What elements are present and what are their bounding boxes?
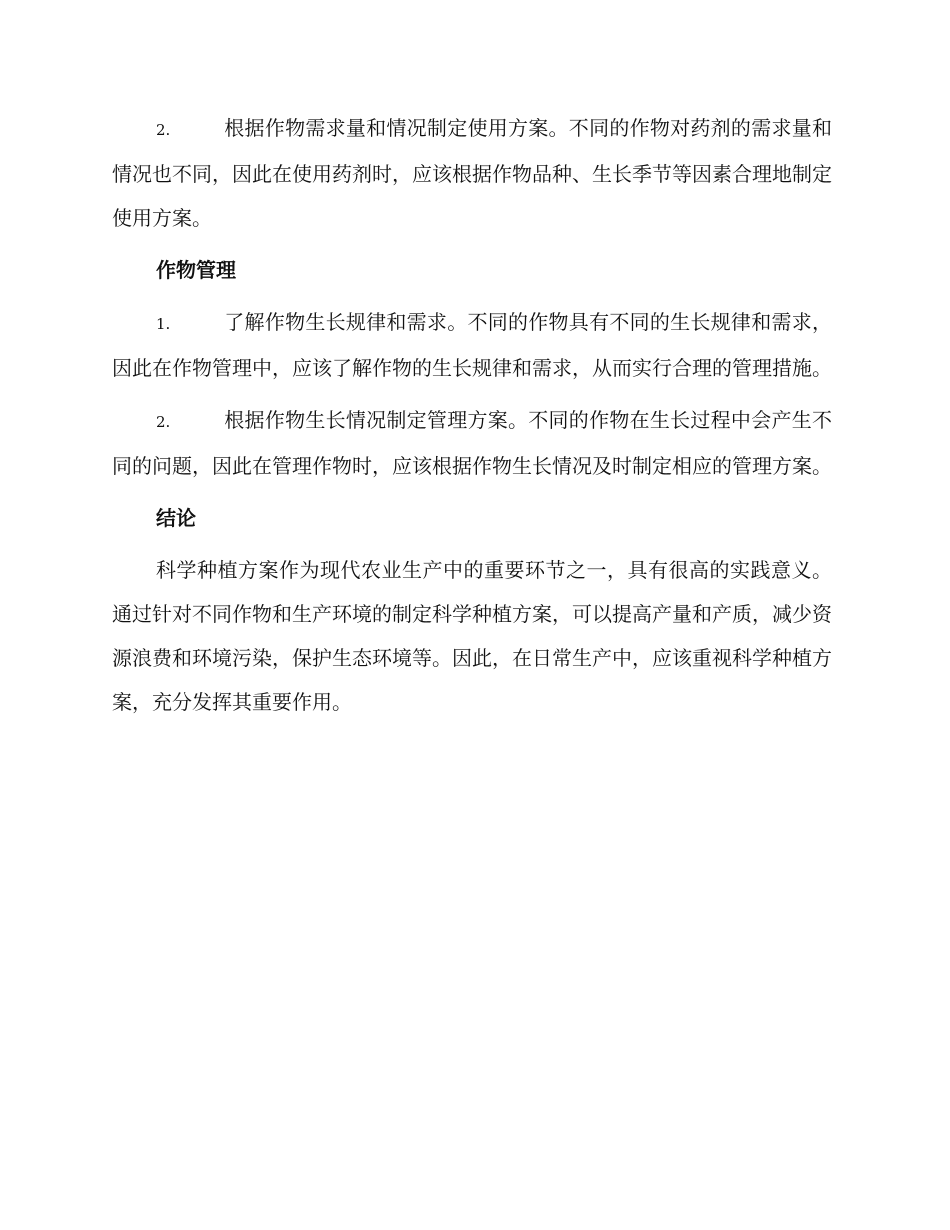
document-page xyxy=(112,106,832,724)
section-heading-crop-management: 作物管理 xyxy=(156,258,236,282)
list-item-number: 2. xyxy=(156,413,171,431)
list-item-number: 2. xyxy=(156,121,171,139)
list-item xyxy=(112,300,832,390)
list-item-text: 根据作物生长情况制定管理方案。不同的作物在生长过程中会产生不同的问题，因此在管理作物时，应该根据作物生长情况及时制定相应的管理方案。 xyxy=(112,408,832,478)
list-item-text: 根据作物需求量和情况制定使用方案。不同的作物对药剂的需求量和情况也不同，因此在使用药剂时，应该根据作物品种、生长季节等因素合理地制定使用方案。 xyxy=(112,116,832,230)
conclusion-paragraph: 科学种植方案作为现代农业生产中的重要环节之一，具有很高的实践意义。通过针对不同作物和生产环境的制定科学种植方案，可以提高产量和产质，减少资源浪费和环境污染，保护生态环境等。因此，在日常生产中，应该重视科学种植方案，充分发挥其重要作用。 xyxy=(112,558,832,714)
list-item xyxy=(112,398,832,488)
list-item-number: 1. xyxy=(156,315,171,333)
list-item xyxy=(112,106,832,240)
section-heading-conclusion: 结论 xyxy=(156,506,196,530)
list-item-text: 了解作物生长规律和需求。不同的作物具有不同的生长规律和需求，因此在作物管理中，应该了解作物的生长规律和需求，从而实行合理的管理措施。 xyxy=(112,310,832,380)
